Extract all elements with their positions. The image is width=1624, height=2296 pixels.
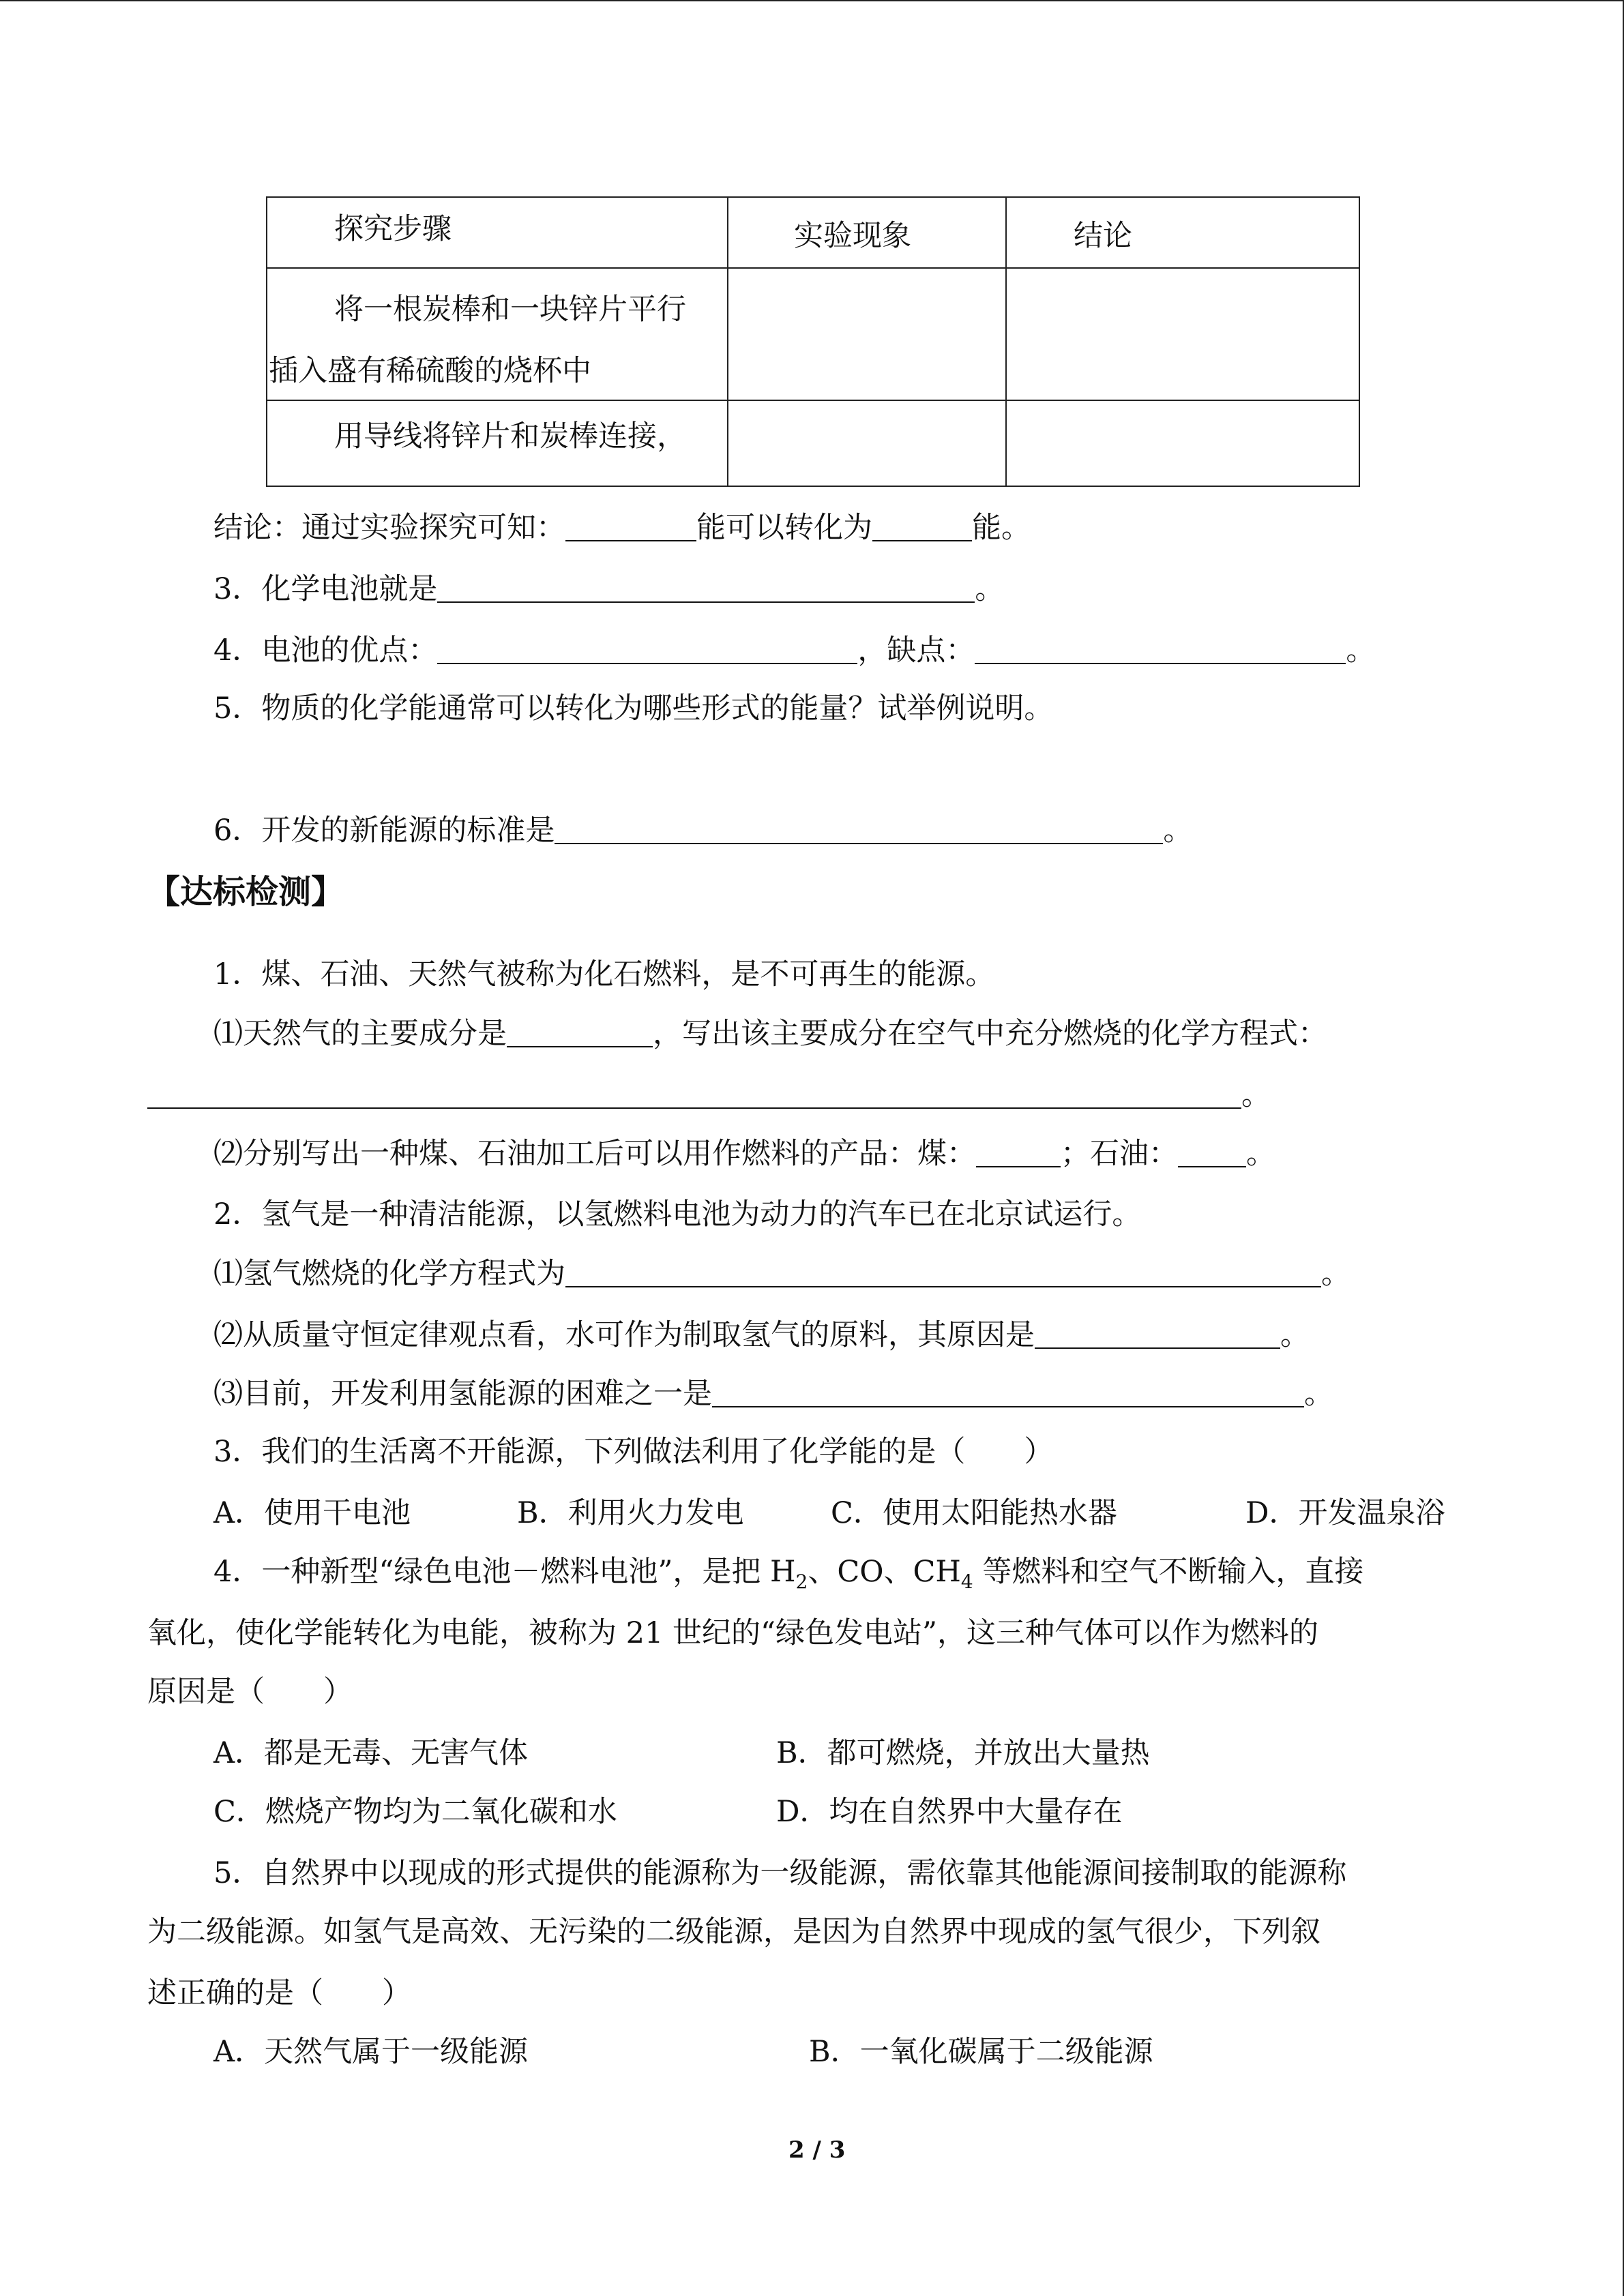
test-q2-difficulty-blank[interactable] (712, 1379, 1304, 1407)
test-q3-option-d[interactable]: D．开发温泉浴 (1245, 1496, 1445, 1530)
test-q1-part1: ⑴天然气的主要成分是 ，写出该主要成分在空气中充分燃烧的化学方程式： (213, 1017, 1327, 1051)
header-step-label: 探究步骤 (334, 212, 452, 246)
test-q4-line1: 4．一种新型“绿色电池－燃料电池”，是把 $H_2$、CO、$CH_4$ 等燃料和空气不断输入，直接 (213, 1555, 1364, 1593)
row2-observation (728, 400, 1006, 486)
conclusion-line: 结论：通过实验探究可知： 能可以转化为 能。 (213, 511, 1031, 545)
test-q4-option-b[interactable]: B．都可燃烧，并放出大量热 (776, 1736, 1150, 1770)
header-step (267, 197, 728, 268)
row2-conclusion (1006, 400, 1359, 486)
test-q2-reason-blank[interactable] (1035, 1320, 1280, 1349)
row1-step-line2: 插入盛有稀硫酸的烧杯中 (269, 354, 591, 388)
q4-advantage-blank[interactable] (437, 636, 857, 664)
test-q2-part3: ⑶目前，开发利用氢能源的困难之一是 。 (213, 1377, 1333, 1411)
test-q5-line3: 述正确的是（ ） (147, 1976, 411, 2010)
test-q5-line1: 5．自然界中以现成的形式提供的能源称为一级能源，需依靠其他能源间接制取的能源称 (213, 1856, 1347, 1890)
q3-blank[interactable] (437, 574, 975, 603)
test-q4-option-a[interactable]: A．都是无毒、无害气体 (213, 1736, 529, 1770)
q6-blank[interactable] (555, 816, 1163, 844)
question-6: 6．开发的新能源的标准是 。 (213, 814, 1193, 848)
section-title: 【达标检测】 (147, 873, 344, 911)
test-q2-part1: ⑴氢气燃烧的化学方程式为 。 (213, 1257, 1350, 1291)
header-conclusion (1006, 197, 1359, 268)
test-q5-line2: 为二级能源。如氢气是高效、无污染的二级能源，是因为自然界中现成的氢气很少，下列叙 (147, 1915, 1320, 1949)
test-q1-part2: ⑵分别写出一种煤、石油加工后可以用作燃料的产品：煤： ；石油： 。 (213, 1137, 1275, 1171)
test-q3-option-a[interactable]: A．使用干电池 (213, 1496, 411, 1530)
test-q3-option-b[interactable]: B．利用火力发电 (517, 1496, 744, 1530)
test-q1-part1-equation: 。 (147, 1080, 1271, 1110)
question-4: 4．电池的优点： ，缺点： 。 (213, 633, 1376, 668)
test-q2-part2: ⑵从质量守恒定律观点看，水可作为制取氢气的原料，其原因是 。 (213, 1318, 1310, 1352)
row1-step (267, 268, 728, 400)
test-q2-equation-blank[interactable] (565, 1259, 1321, 1287)
test-q5-option-b[interactable]: B．一氧化碳属于二级能源 (809, 2035, 1153, 2069)
test-q3-stem: 3．我们的生活离不开能源，下列做法利用了化学能的是（ ） (213, 1435, 1054, 1469)
question-3: 3．化学电池就是 。 (213, 572, 1005, 606)
test-q1-component-blank[interactable] (507, 1019, 653, 1047)
test-q1-coal-blank[interactable] (976, 1139, 1061, 1167)
row2-step-line1: 用导线将锌片和炭棒连接， (334, 419, 686, 453)
test-q4-line2: 氧化，使化学能转化为电能，被称为 21 世纪的“绿色发电站”，这三种气体可以作为燃料的 (147, 1616, 1319, 1650)
test-q4-line3: 原因是（ ） (147, 1675, 353, 1709)
header-conclusion-label: 结论 (1074, 219, 1132, 253)
header-observation (728, 197, 1006, 268)
table-row (267, 400, 1359, 486)
test-q4-option-d[interactable]: D．均在自然界中大量存在 (776, 1795, 1123, 1829)
test-q1-oil-blank[interactable] (1178, 1139, 1246, 1167)
page-number: 2 / 3 (788, 2136, 846, 2164)
test-q4-option-c[interactable]: C．燃烧产物均为二氧化碳和水 (213, 1795, 617, 1829)
row1-observation (728, 268, 1006, 400)
row1-conclusion (1006, 268, 1359, 400)
question-5: 5．物质的化学能通常可以转化为哪些形式的能量？试举例说明。 (213, 691, 1054, 726)
test-q2-stem: 2．氢气是一种清洁能源，以氢燃料电池为动力的汽车已在北京试运行。 (213, 1197, 1142, 1232)
row2-step (267, 400, 728, 486)
conclusion-blank-1[interactable] (565, 513, 696, 541)
table-row (267, 268, 1359, 400)
q4-disadvantage-blank[interactable] (975, 636, 1346, 664)
row1-step-line1: 将一根炭棒和一块锌片平行 (334, 293, 686, 327)
test-q5-option-a[interactable]: A．天然气属于一级能源 (213, 2035, 529, 2069)
header-observation-label: 实验现象 (794, 219, 911, 253)
test-q3-option-c[interactable]: C．使用太阳能热水器 (831, 1496, 1117, 1530)
conclusion-blank-2[interactable] (872, 513, 972, 541)
test-q1-stem: 1．煤、石油、天然气被称为化石燃料，是不可再生的能源。 (213, 957, 995, 992)
experiment-table (266, 196, 1360, 487)
test-q1-equation-blank[interactable] (147, 1080, 1241, 1109)
